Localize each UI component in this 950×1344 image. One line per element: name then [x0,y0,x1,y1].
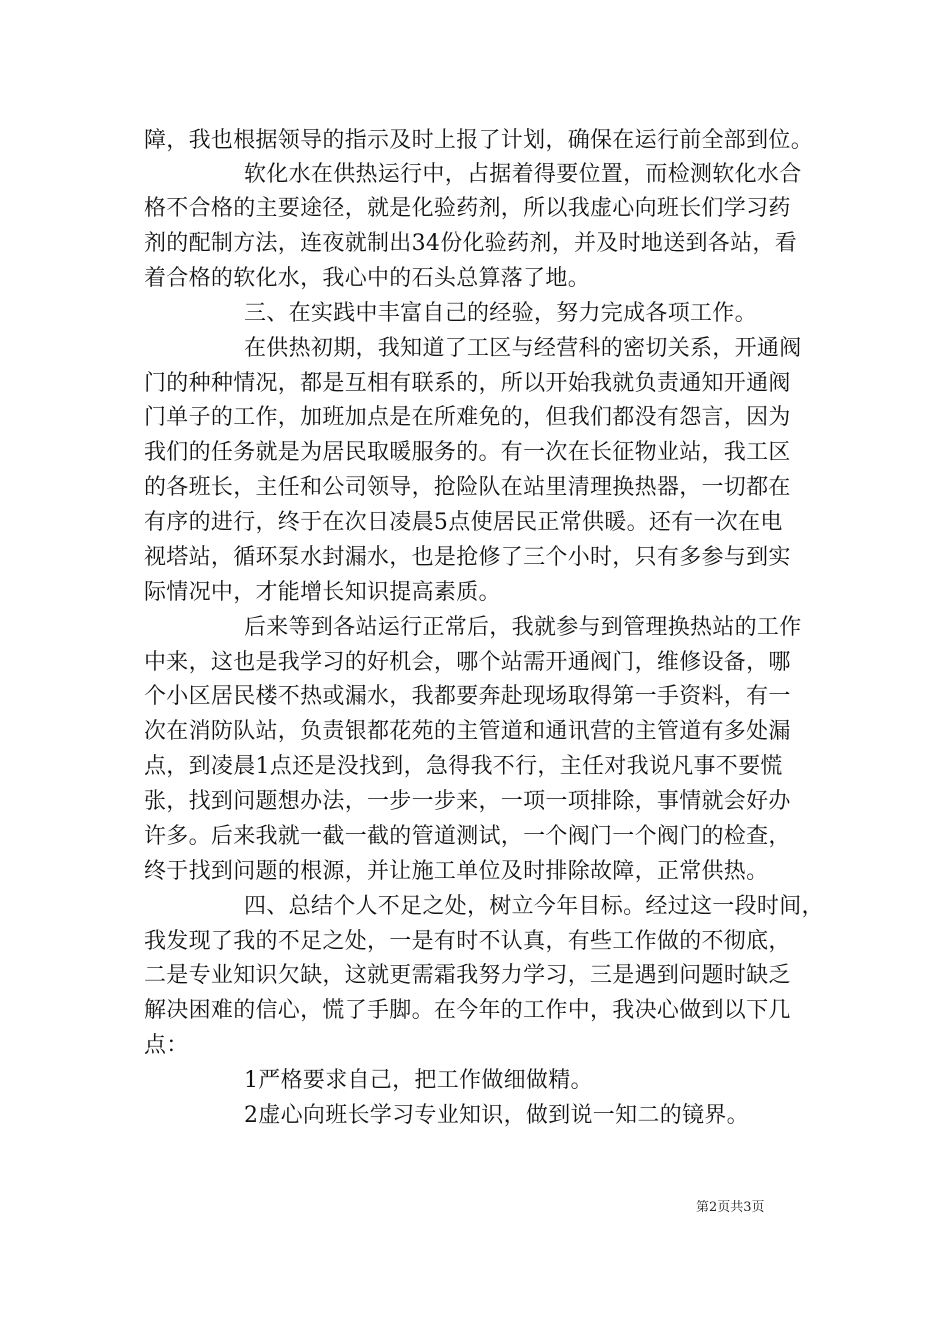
text-line: 格不合格的主要途径，就是化验药剂，所以我虚心向班长们学习药 [144,196,791,221]
section-heading: 四、总结个人不足之处，树立今年目标。经过这一段时间， [244,894,824,919]
text-line: 中来，这也是我学习的好机会，哪个站需开通阀门，维修设备，哪 [144,650,791,675]
text-line: 门单子的工作，加班加点是在所难免的，但我们都没有怨言，因为 [144,405,791,430]
page-number: 第2页共3页 [696,1200,765,1215]
text-line: 有序的进行，终于在次日凌晨5点使居民正常供暖。还有一次在电 [144,510,783,535]
text-line: 许多。后来我就一截一截的管道测试，一个阀门一个阀门的检查， [144,824,791,849]
text-line: 点，到凌晨1点还是没找到，急得我不行，主任对我说凡事不要慌 [144,754,783,779]
text-line: 障，我也根据领导的指示及时上报了计划，确保在运行前全部到位。 [144,128,814,153]
text-line: 软化水在供热运行中，占据着得要位置，而检测软化水合 [244,162,802,187]
text-line: 终于找到问题的根源，并让施工单位及时排除故障，正常供热。 [144,859,769,884]
text-line: 门的种种情况，都是互相有联系的，所以开始我就负责通知开通阀 [144,371,791,396]
text-line: 二是专业知识欠缺，这就更需霜我努力学习，三是遇到问题时缺乏 [144,963,791,988]
text-line: 解决困难的信心，慌了手脚。在今年的工作中，我决心做到以下几 [144,998,791,1023]
text-line: 视塔站，循环泵水封漏水，也是抢修了三个小时，只有多参与到实 [144,545,791,570]
text-line: 张，找到问题想办法，一步一步来，一项一项排除，事情就会好办 [144,789,791,814]
text-line: 际情况中，才能增长知识提高素质。 [144,580,501,605]
list-item: 1严格要求自己，把工作做细做精。 [244,1068,593,1093]
text-line: 的各班长，主任和公司领导，抢险队在站里清理换热器，一切都在 [144,475,791,500]
text-line: 个小区居民楼不热或漏水，我都要奔赴现场取得第一手资料，有一 [144,684,791,709]
text-line: 剂的配制方法，连夜就制出34份化验药剂，并及时地送到各站，看 [144,231,797,256]
list-item: 2虚心向班长学习专业知识，做到说一知二的镜界。 [244,1103,749,1128]
text-line: 点： [144,1033,189,1058]
text-line: 我发现了我的不足之处，一是有时不认真，有些工作做的不彻底， [144,929,791,954]
text-line: 次在消防队站，负责银都花苑的主管道和通讯营的主管道有多处漏 [144,719,791,744]
section-heading: 三、在实践中丰富自己的经验，努力完成各项工作。 [244,301,757,326]
text-line: 着合格的软化水，我心中的石头总算落了地。 [144,266,591,291]
text-line: 在供热初期，我知道了工区与经营科的密切关系，开通阀 [244,336,802,361]
text-line: 后来等到各站运行正常后，我就参与到管理换热站的工作 [244,615,802,640]
text-line: 我们的任务就是为居民取暖服务的。有一次在长征物业站，我工区 [144,440,791,465]
